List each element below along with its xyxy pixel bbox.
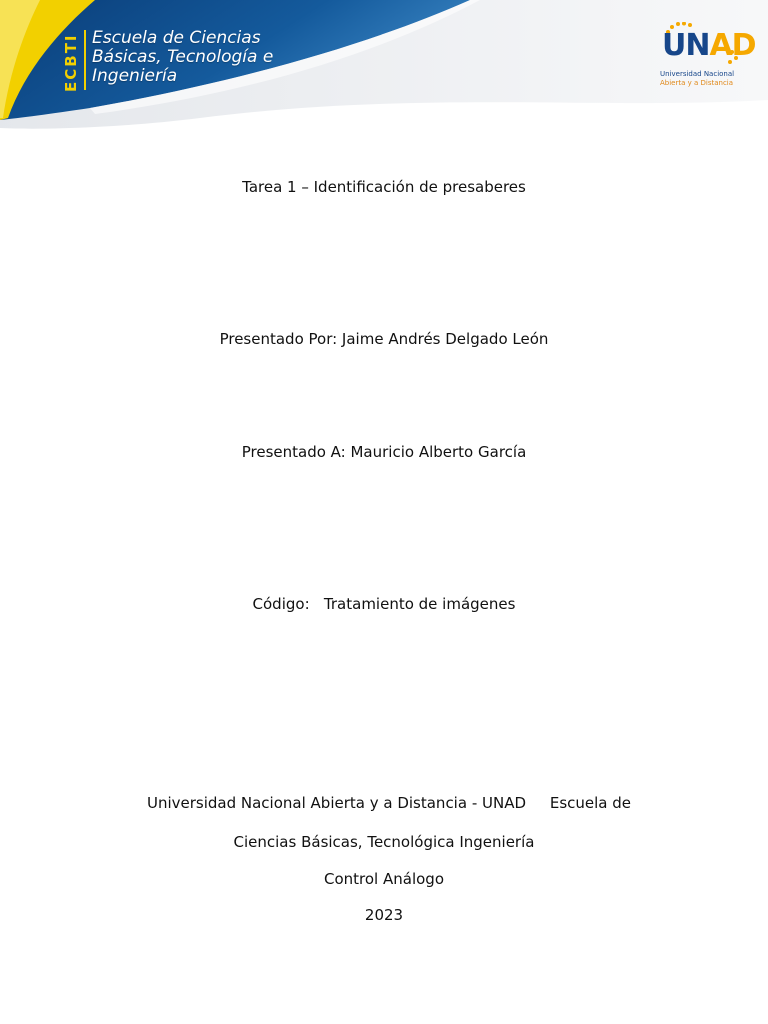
- presented-to: Presentado A: Mauricio Alberto García: [241, 443, 527, 461]
- year: 2023: [364, 906, 404, 924]
- task-title: Tarea 1 – Identificación de presaberes: [242, 178, 526, 196]
- ecbti-label: ECBTI: [62, 33, 80, 92]
- school-title-line-3: Ingeniería: [92, 66, 178, 86]
- unad-wordmark: [662, 28, 756, 63]
- school-title-line-1: Escuela de Ciencias: [92, 28, 261, 48]
- institution-line-1: Universidad Nacional Abierta y a Distancia - UNAD Escuela de: [146, 794, 631, 812]
- unad-wordmark-ad: AD: [709, 28, 756, 63]
- school-title-line-2: Básicas, Tecnología e: [92, 47, 274, 67]
- course-name: Control Análogo: [324, 870, 444, 888]
- unad-wordmark-un: UN: [662, 28, 710, 63]
- school-title: [92, 29, 273, 86]
- presented-by: Presentado Por: Jaime Andrés Delgado León: [219, 330, 549, 348]
- header-banner: [0, 0, 768, 130]
- unad-logo-line-1: Universidad Nacional: [660, 70, 735, 78]
- course-code: Código: Tratamiento de imágenes: [252, 595, 516, 613]
- unad-logo: [660, 22, 756, 92]
- unad-logo-line-2: Abierta y a Distancia: [660, 79, 734, 87]
- institution-line-2: Ciencias Básicas, Tecnológica Ingeniería: [233, 833, 535, 851]
- ecbti-divider: [84, 30, 86, 90]
